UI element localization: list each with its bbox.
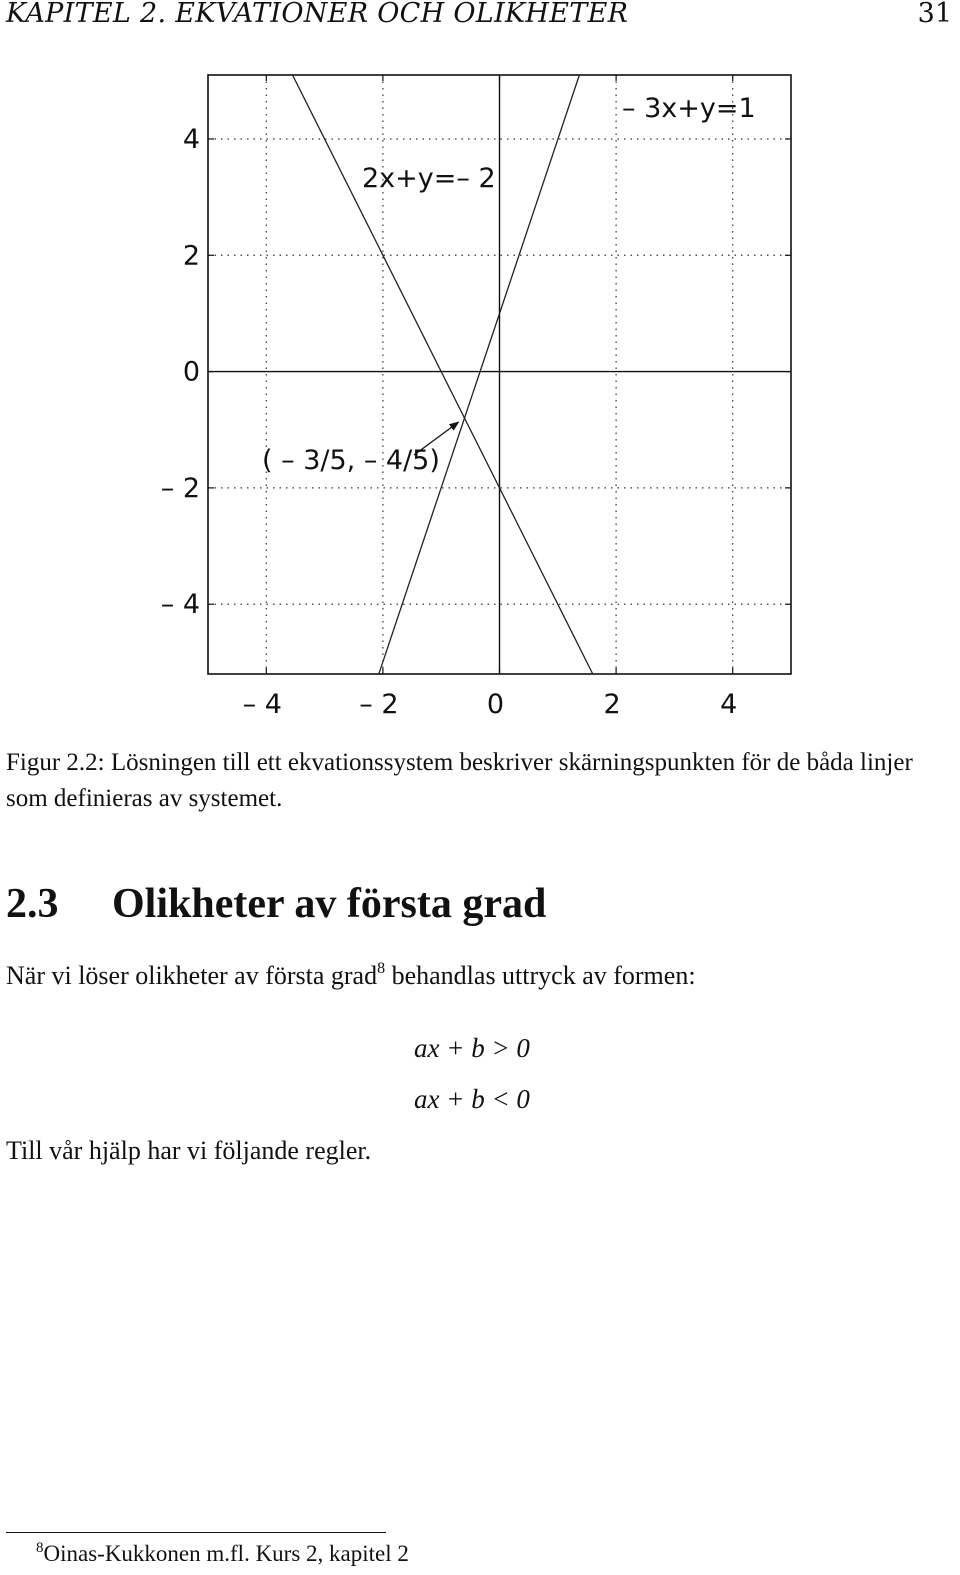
figure-plot — [0, 0, 960, 735]
footnote — [36, 1540, 409, 1567]
inequality-greater: ax + b > 0 — [414, 1033, 530, 1063]
y-tick-label: – 4 — [160, 589, 200, 621]
intro-text: När vi löser olikheter av första grad — [6, 961, 378, 990]
intersection-label: ( – 3/5, – 4/5) — [262, 445, 440, 476]
rules-intro: Till vår hjälp har vi följande regler. — [6, 1136, 372, 1165]
series-label-2: 2x+y=– 2 — [362, 163, 496, 194]
x-tick-label: 0 — [486, 689, 505, 720]
y-tick-label: 0 — [182, 356, 200, 388]
y-tick-label: 4 — [182, 123, 200, 155]
x-tick-label: – 4 — [242, 689, 282, 720]
figure-caption: Figur 2.2: Lösningen till ett ekvationssystem beskriver skärningspunkten för de båda linjer som definieras av systemet. — [6, 749, 913, 812]
y-tick-label: – 2 — [160, 472, 200, 504]
x-tick-label: 4 — [720, 689, 738, 720]
inequality-less: ax + b < 0 — [414, 1084, 530, 1114]
footnote-text: Oinas-Kukkonen m.fl. Kurs 2, kapitel 2 — [43, 1541, 409, 1566]
y-tick-label: 2 — [182, 240, 200, 272]
intro-text-continued: behandlas uttryck av formen: — [385, 961, 696, 990]
x-tick-label: – 2 — [359, 689, 399, 720]
series-label-1: – 3x+y=1 — [622, 93, 756, 124]
section-heading — [6, 880, 546, 928]
footnote-marker: 8 — [36, 1540, 44, 1556]
intro-paragraph — [6, 960, 696, 991]
footnote-reference[interactable]: 8 — [377, 960, 386, 977]
section-title: Olikheter av första grad — [112, 881, 547, 927]
x-tick-label: 2 — [603, 689, 621, 720]
footnote-divider — [6, 1532, 386, 1533]
page-number: 31 — [917, 0, 952, 29]
section-number: 2.3 — [6, 881, 59, 927]
running-header-title: KAPITEL 2. EKVATIONER OCH OLIKHETER — [6, 0, 629, 29]
